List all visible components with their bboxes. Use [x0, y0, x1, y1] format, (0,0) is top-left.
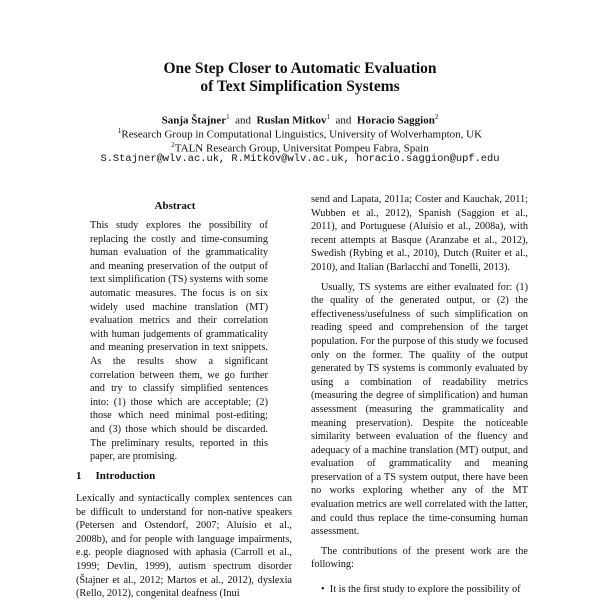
section-number: 1: [76, 470, 82, 482]
paragraph: Usually, TS systems are either evaluated for: (1) the quality of the generated output, or (2) the effectiveness/usefulness of such simplification on reading speed and comprehension of the target population. For the purpose of this study we focused only on the former. The quality of the output generated by TS systems is commonly evaluated by using a combination of readability metrics (measuring the degree of simplification) and human assessment (measuring the grammaticality and meaning preservation). Despite the noticeable similarity between evaluation of the fluency and adequacy of a machine translation (MT) output, and evaluation of grammaticality and meaning preservation of a TS system output, there have been no works exploring whether any of the MT evaluation metrics are well correlated with the latter, and could thus replace the time-consuming human assessment.: [311, 281, 528, 538]
abstract-text: This study explores the possibility of replacing the costly and time-consuming human evaluation of the grammaticality and meaning preservation of the output of text simplification (TS) systems with some automatic measures. The focus is on six widely used machine translation (MT) evaluation metrics and their correlation with human judgements of grammaticality and meaning preservation in text snippets. As the results show a significant correlation between them, we go further and try to classify simplified sentences into: (1) those which are acceptable; (2) those which need minimal post-editing; and (3) those which should be discarded. The preliminary results, reported in this paper, are promising.: [90, 220, 268, 463]
title-line-2: of Text Simplification Systems: [200, 78, 400, 95]
bullet-item: [321, 583, 531, 597]
paper-title: [0, 60, 600, 96]
title-line-1: One Step Closer to Automatic Evaluation: [163, 60, 437, 77]
section-heading-introduction: [76, 470, 169, 482]
and-separator: and: [235, 114, 252, 127]
section-title: Introduction: [95, 470, 156, 482]
abstract-heading: Abstract: [154, 200, 196, 212]
author-name: Sanja Štajner: [161, 114, 227, 127]
paragraph: The contributions of the present work are the following:: [311, 545, 528, 571]
affil-text: TALN Research Group, Universitat Pompeu Fabra, Spain: [174, 142, 429, 155]
bullet-text: It is the first study to explore the possibility of: [329, 584, 521, 595]
and-separator: and: [335, 114, 352, 127]
author-emails: S.Stajner@wlv.ac.uk, R.Mitkov@wlv.ac.uk, horacio.saggion@upf.edu: [100, 153, 500, 165]
author-affil-sup: 2: [434, 113, 439, 121]
affil-text: Research Group in Computational Linguistics, University of Wolverhampton, UK: [121, 128, 483, 141]
affil-sup: 1: [117, 127, 122, 135]
author-affil-sup: 1: [226, 113, 230, 121]
bullet-icon: •: [321, 584, 330, 595]
introduction-text: Lexically and syntactically complex sentences can be difficult to understand for non-native speakers (Petersen and Ostendorf, 2007; Aluísio et al., 2008b), and for people with language impairments, e.g. people diagnosed with aphasia (Carroll et al., 1999; Devlin, 1999), autism spectrum disorder (Štajner et al., 2012; Martos et al., 2012), dyslexia (Rello, 2012), congenital deafness (Inui: [76, 493, 292, 600]
affil-sup: 2: [171, 141, 175, 149]
paragraph: send and Lapata, 2011a; Coster and Kauchak, 2011; Wubben et al., 2012), Spanish (Saggion et al., 2011), and Portuguese (Aluísio et al., 2008a), with recent attempts at Basque (Aranzabe et al., 2012), Swedish (Rybing et al., 2010), Dutch (Ruiter et al., 2010), and Italian (Barlacchi and Tonelli, 2013).: [311, 194, 528, 273]
author-name: Ruslan Mitkov: [256, 114, 327, 127]
author-affil-sup: 1: [326, 113, 331, 121]
right-column: [311, 193, 528, 572]
author-name: Horacio Saggion: [356, 114, 435, 127]
